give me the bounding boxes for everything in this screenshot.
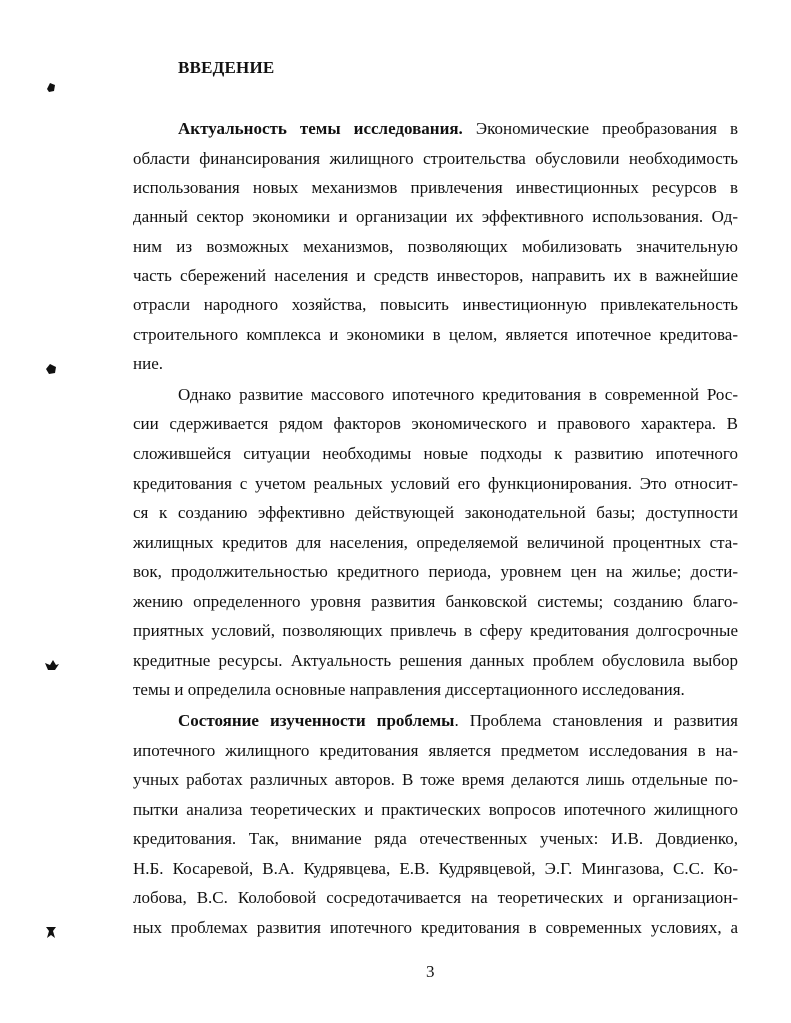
p3-line-1 — [178, 711, 738, 731]
scan-blot-1-icon — [44, 80, 58, 94]
p2-line-4: кредитования с учетом реальных условий его функционирования. Это относит- — [133, 474, 738, 493]
p3-lead: Состояние изученности проблемы — [178, 711, 455, 730]
p2-line-5: ся к созданию эффективно действующей законодательной базы; доступности — [133, 503, 738, 522]
p2-line-11: темы и определила основные направления диссертационного исследования. — [133, 680, 685, 699]
p1-line-6: часть сбережений населения и средств инвесторов, направить их в важнейшие — [133, 266, 738, 285]
p3-line-3: учных работах различных авторов. В тоже время делаются лишь отдельные по- — [133, 770, 738, 789]
page-number: 3 — [426, 962, 435, 981]
p1-line-9: ние. — [133, 354, 163, 373]
p1-line-4: данный сектор экономики и организации их эффективного использования. Од- — [133, 207, 738, 226]
scan-blot-2-icon — [44, 362, 58, 376]
p1-line-8: строительного комплекса и экономики в целом, является ипотечное кредитова- — [133, 325, 738, 344]
p1-line-7: отрасли народного хозяйства, повысить инвестиционную привлекательность — [133, 295, 738, 314]
p2-line-6: жилищных кредитов для населения, определяемой величиной процентных ста- — [133, 533, 738, 552]
p3-line-8: ных проблемах развития ипотечного кредитования в современных условиях, а — [133, 918, 738, 937]
p1-line-1-text: Экономические преобразования в — [462, 119, 739, 138]
scan-blot-4-icon — [44, 925, 58, 941]
p3-line-5: кредитования. Так, внимание ряда отечественных ученых: И.В. Довдиенко, — [133, 829, 738, 848]
p1-line-2: области финансирования жилищного строительства обусловили необходимость — [133, 149, 738, 168]
scan-blot-3-icon — [44, 658, 60, 672]
p3-line-6: Н.Б. Косаревой, В.А. Кудрявцева, Е.В. Кудрявцевой, Э.Г. Мингазова, С.С. Ко- — [133, 859, 738, 878]
p2-line-1: Однако развитие массового ипотечного кредитования в современной Рос- — [178, 385, 738, 404]
p1-lead: Актуальность темы исследования. — [178, 119, 463, 138]
p2-line-3: сложившейся ситуации необходимы новые подходы к развитию ипотечного — [133, 444, 738, 463]
p3-line-7: лобова, В.С. Колобовой сосредотачивается на теоретических и организацион- — [133, 888, 738, 907]
p2-line-7: вок, продолжительностью кредитного периода, уровнем цен на жилье; дости- — [133, 562, 738, 581]
p1-line-5: ним из возможных механизмов, позволяющих мобилизовать значительную — [133, 237, 738, 256]
p3-line-1-text: . Проблема становления и развития — [454, 711, 738, 730]
p1-line-3: использования новых механизмов привлечения инвестиционных ресурсов в — [133, 178, 738, 197]
p3-line-2: ипотечного жилищного кредитования является предметом исследования в на- — [133, 741, 738, 760]
p3-line-4: пытки анализа теоретических и практических вопросов ипотечного жилищного — [133, 800, 738, 819]
section-heading: ВВЕДЕНИЕ — [178, 58, 275, 77]
p2-line-8: жению определенного уровня развития банковской системы; созданию благо- — [133, 592, 738, 611]
p2-line-10: кредитные ресурсы. Актуальность решения данных проблем обусловила выбор — [133, 651, 738, 670]
p2-line-9: приятных условий, позволяющих привлечь в сферу кредитования долгосрочные — [133, 621, 738, 640]
p2-line-2: сии сдерживается рядом факторов экономического и правового характера. В — [133, 414, 738, 433]
p1-line-1 — [178, 119, 738, 139]
